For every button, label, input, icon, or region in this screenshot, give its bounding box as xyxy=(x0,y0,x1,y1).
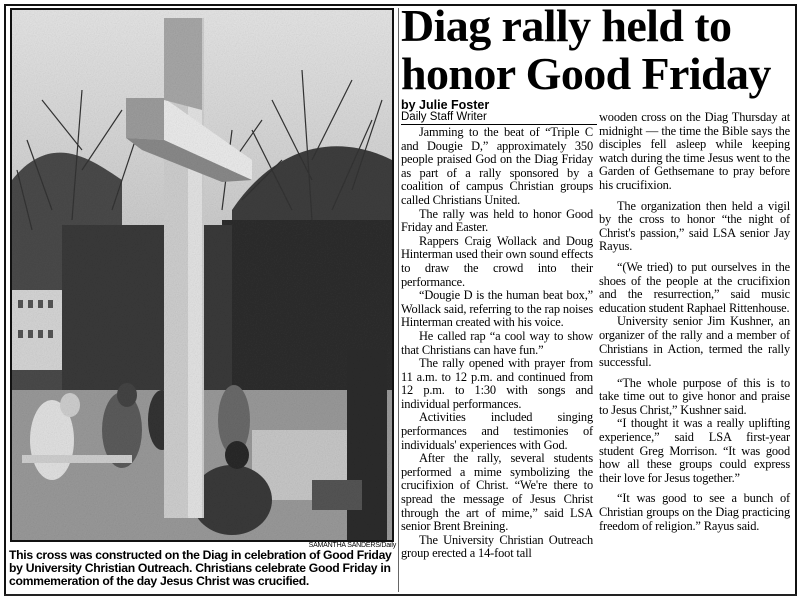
article-column-1 xyxy=(401,126,593,561)
headline-line-2: honor Good Friday xyxy=(401,48,771,99)
cross-photo-illustration xyxy=(12,10,392,540)
headline-line-1: Diag rally held to xyxy=(401,0,732,51)
byline-title: Daily Staff Writer xyxy=(401,111,487,123)
article-headline xyxy=(401,2,793,98)
photo-credit: SAMANTHA SANDERS/Daily xyxy=(308,542,396,549)
paragraph: He called rap “a cool way to show that Christians can have fun.” xyxy=(401,328,593,357)
paragraph: Activities included singing performances and testimonies of individuals' experiences with God. xyxy=(401,410,593,452)
photo-caption: This cross was constructed on the Diag in celebration of Good Friday by University Christian Outreach. Christians celebrate Good Friday in commemeration of the day Jesus Christ was crucified. xyxy=(9,548,392,588)
paragraph: “Dougie D is the human beat box,” Wollack said, referring to the rap noises Hinterman created with his voice. xyxy=(401,288,593,330)
paragraph: “I thought it was a really uplifting experience,” said LSA first-year student Greg Morrison. “It was good how all these groups could express their love for Jesus together.” xyxy=(599,416,790,485)
paragraph: The rally was held to honor Good Friday and Easter. xyxy=(401,206,593,235)
byline-author: by Julie Foster xyxy=(401,98,490,112)
paragraph: “It was good to see a bunch of Christian groups on the Diag practicing freedom of religion.” Rayus said. xyxy=(599,491,790,533)
news-photo xyxy=(10,8,394,542)
paragraph: After the rally, several students performed a mime symbolizing the crucifixion of Christ. “We're there to spread the message of Jesus Christ through the art of mime,” said LSA senior Brent Breining. xyxy=(401,451,593,534)
paragraph: The University Christian Outreach group erected a 14-foot tall xyxy=(401,532,593,561)
byline xyxy=(401,99,597,125)
paragraph: wooden cross on the Diag Thursday at midnight — the time the Bible says the disciples fell asleep while keeping watch during the time Jesus went to the Garden of Gethsemane to pray before his crucifixion. xyxy=(599,110,790,192)
clipping-bottom-rule xyxy=(4,594,797,596)
paragraph: Rappers Craig Wollack and Doug Hinterman used their own sound effects to draw the crowd into their performance. xyxy=(401,233,593,289)
article-column-2 xyxy=(599,111,790,533)
paragraph: The rally opened with prayer from 11 a.m. to 12 p.m. and continued from 12 p.m. to 1:30 with songs and individual performances. xyxy=(401,356,593,411)
paragraph: “(We tried) to put ourselves in the shoes of the people at the crucifixion and the resurrection,” said music education student Raphael Rittenhouse. xyxy=(599,259,790,315)
column-divider xyxy=(398,8,399,592)
paragraph: University senior Jim Kushner, an organizer of the rally and a member of Christians in Action, termed the rally successful. xyxy=(599,314,790,370)
paragraph: The organization then held a vigil by the cross to honor “the night of Christ's passion,” said LSA senior Jay Rayus. xyxy=(599,198,790,254)
paragraph: Jamming to the beat of “Triple C and Dougie D,” approximately 350 people praised God on the Diag Friday as part of a rally sponsored by a coalition of campus Christian groups called Christians United. xyxy=(401,125,593,207)
paragraph: “The whole purpose of this is to take time out to give honor and praise to Jesus Christ,” Kushner said. xyxy=(599,375,790,417)
